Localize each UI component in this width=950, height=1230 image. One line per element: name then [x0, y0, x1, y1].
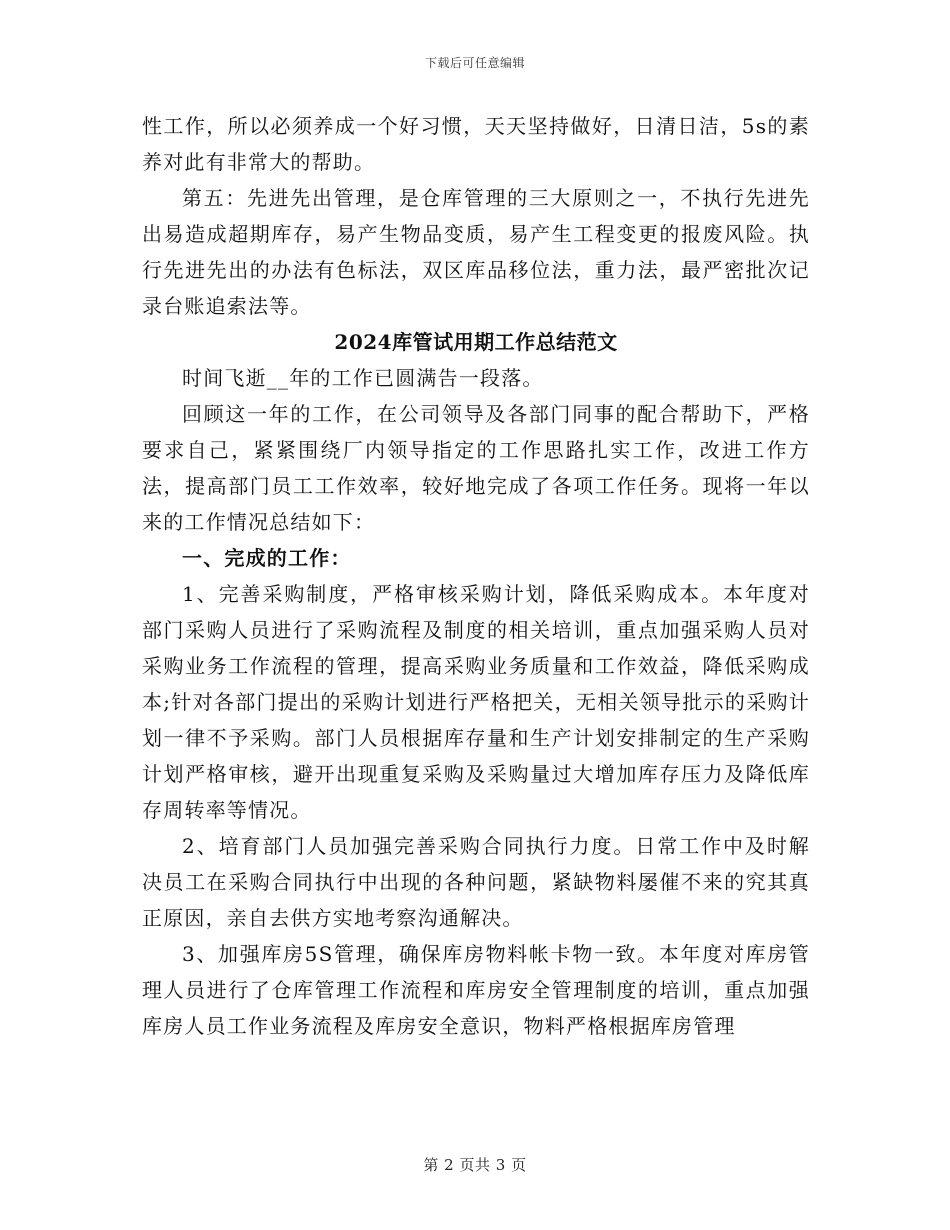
document-title: 2024库管试用期工作总结范文 [334, 330, 618, 354]
paragraph-continuation: 性工作，所以必须养成一个好习惯，天天坚持做好，日清日洁，5s的素养对此有非常大的帮助。 [142, 114, 810, 174]
paragraph-review: 回顾这一年的工作，在公司领导及各部门同事的配合帮助下，严格要求自己，紧紧围绕厂内领导指定的工作思路扎实工作，改进工作方法，提高部门员工工作效率，较好地完成了各项工作任务。现将一年以来的工作情况总结如下： [142, 402, 810, 534]
paragraph-item-2: 2、培育部门人员加强完善采购合同执行力度。日常工作中及时解决员工在采购合同执行中出现的各种问题，紧缺物料屡催不来的究其真正原因，亲自去供方实地考察沟通解决。 [142, 834, 810, 930]
paragraph-item-1: 1、完善采购制度，严格审核采购计划，降低采购成本。本年度对部门采购人员进行了采购流程及制度的相关培训，重点加强采购人员对采购业务工作流程的管理，提高采购业务质量和工作效益，降低采购成本;针对各部门提出的采购计划进行严格把关，无相关领导批示的采购计划一律不予采购。部门人员根据库存量和生产计划安排制定的生产采购计划严格审核，避开出现重复采购及采购量过大增加库存压力及降低库存周转率等情况。 [142, 582, 810, 822]
paragraph-intro: 时间飞逝__年的工作已圆满告一段落。 [182, 366, 544, 390]
document-body [142, 108, 810, 1044]
page-header: 下载后可任意编辑 [424, 56, 525, 70]
paragraph-fifo: 第五：先进先出管理，是仓库管理的三大原则之一，不执行先进先出易造成超期库存，易产生物品变质，易产生工程变更的报废风险。执行先进先出的办法有色标法，双区库品移位法，重力法，最严密批次记录台账追索法等。 [142, 186, 810, 318]
page-footer: 第 2 页共 3 页 [423, 1156, 527, 1174]
section-heading: 一、完成的工作： [182, 546, 352, 570]
paragraph-item-3: 3、加强库房5S管理，确保库房物料帐卡物一致。本年度对库房管理人员进行了仓库管理工作流程和库房安全管理制度的培训，重点加强库房人员工作业务流程及库房安全意识，物料严格根据库房管理 [142, 942, 810, 1038]
